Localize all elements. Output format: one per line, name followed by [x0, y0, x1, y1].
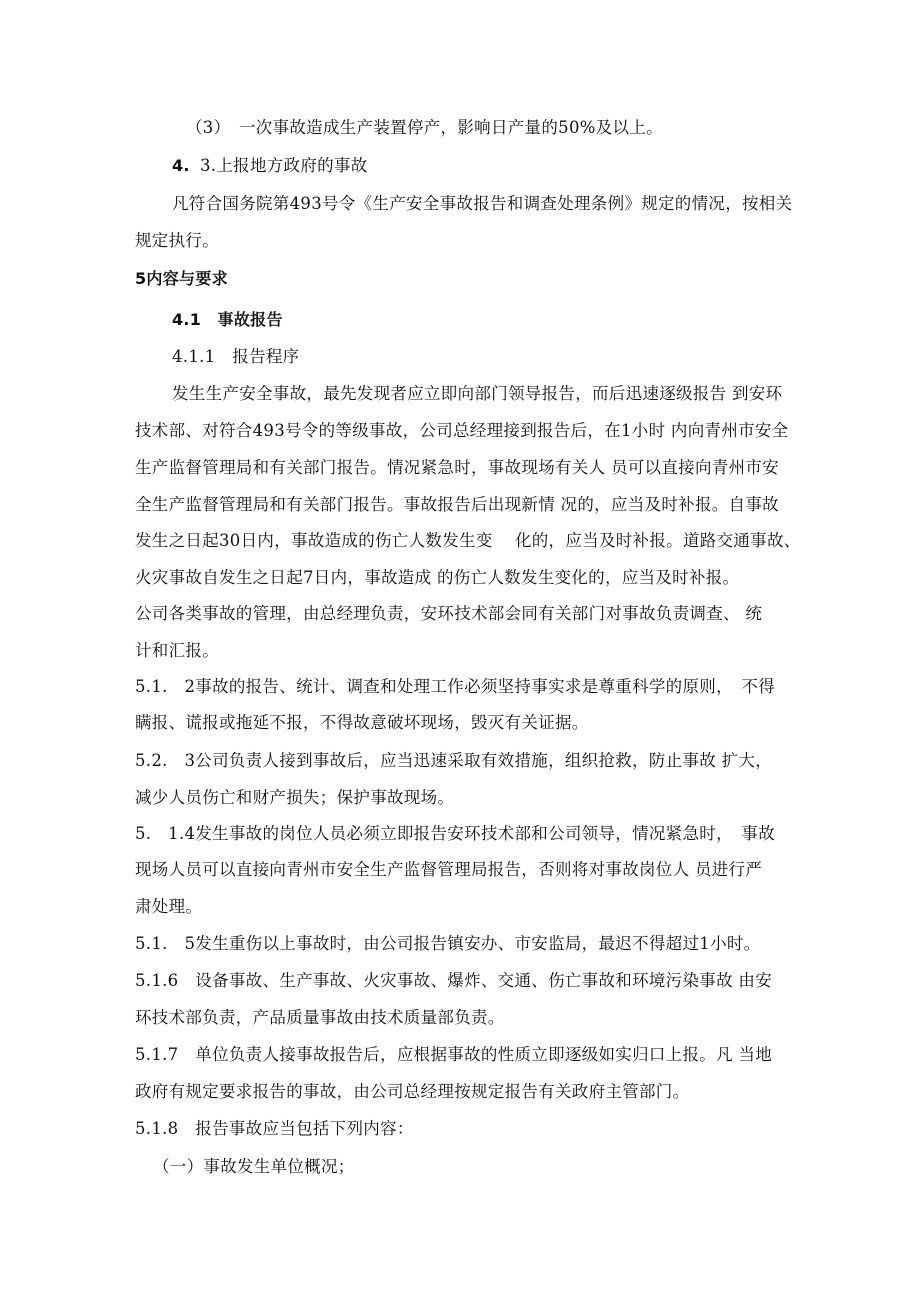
line-10: 技术部、对符合493号令的等级事故，公司总经理接到报告后，在1小时 内向青州市安全: [135, 421, 789, 440]
line-27: 5.1.7 单位负责人接事故报告后，应根据事故的性质立即逐级如实归口上报。凡 当地: [135, 1045, 773, 1064]
line-18: 瞒报、谎报或拖延不报，不得故意破坏现场，毁灭有关证据。: [135, 713, 589, 732]
line-24: 5.1. 5发生重伤以上事故时，由公司报告镇安办、市安监局，最迟不得超过1小时。: [135, 934, 761, 953]
line-1: （3） 一次事故造成生产装置停产，影响日产量的50%及以上。: [186, 118, 663, 137]
line-2-number: 4.: [172, 156, 190, 175]
line-9: 发生生产安全事故，最先发现者应立即向部门领导报告，而后迅速逐级报告 到安环: [172, 384, 783, 403]
line-15: 公司各类事故的管理，由总经理负责，安环技术部会同有关部门对事故负责调查、 统: [135, 604, 763, 623]
line-21: 5. 1.4发生事故的岗位人员必须立即报告安环技术部和公司领导，情况紧急时， 事故: [135, 824, 776, 843]
line-23: 肃处理。: [135, 897, 203, 916]
line-17: 5.1. 2事故的报告、统计、调查和处理工作必须坚持事实求是尊重科学的原则， 不得: [135, 677, 776, 696]
line-19: 5.2. 3公司负责人接到事故后，应当迅速采取有效措施，组织抢救，防止事故 扩大，: [135, 751, 773, 770]
line-20: 减少人员伤亡和财产损失；保护事故现场。: [135, 788, 455, 807]
line-13: 发生之日起30日内，事故造成的伤亡人数发生变 化的，应当及时补报。道路交通事故、: [135, 531, 801, 550]
line-3: 凡符合国务院第493号令《生产安全事故报告和调查处理条例》规定的情况，按相关: [172, 194, 793, 213]
line-14: 火灾事故自发生之日起7日内，事故造成 的伤亡人数发生变化的，应当及时补报。: [135, 568, 740, 587]
line-28: 政府有规定要求报告的事故，由公司总经理按规定报告有关政府主管部门。: [135, 1082, 690, 1101]
line-30: （一）事故发生单位概况；: [153, 1157, 355, 1176]
section-heading: 5内容与要求: [135, 269, 228, 288]
line-12: 全生产监督管理局和有关部门报告。事故报告后出现新情 况的，应当及时补报。自事故: [135, 495, 779, 514]
subsection-heading: 4.1 事故报告: [172, 310, 283, 329]
line-4: 规定执行。: [135, 231, 219, 250]
line-26: 环技术部负责，产品质量事故由技术质量部负责。: [135, 1008, 505, 1027]
line-22: 现场人员可以直接向青州市安全生产监督管理局报告，否则将对事故岗位人 员进行严: [135, 860, 763, 879]
line-11: 生产监督管理局和有关部门报告。情况紧急时，事故现场有关人 员可以直接向青州市安: [135, 458, 779, 477]
line-8: 4.1.1 报告程序: [172, 347, 300, 366]
line-25: 5.1.6 设备事故、生产事故、火灾事故、爆炸、交通、伤亡事故和环境污染事故 由安: [135, 971, 773, 990]
line-2: 3.上报地方政府的事故: [200, 156, 368, 175]
line-29: 5.1.8 报告事故应当包括下列内容：: [135, 1119, 414, 1138]
line-16: 计和汇报。: [135, 641, 219, 660]
